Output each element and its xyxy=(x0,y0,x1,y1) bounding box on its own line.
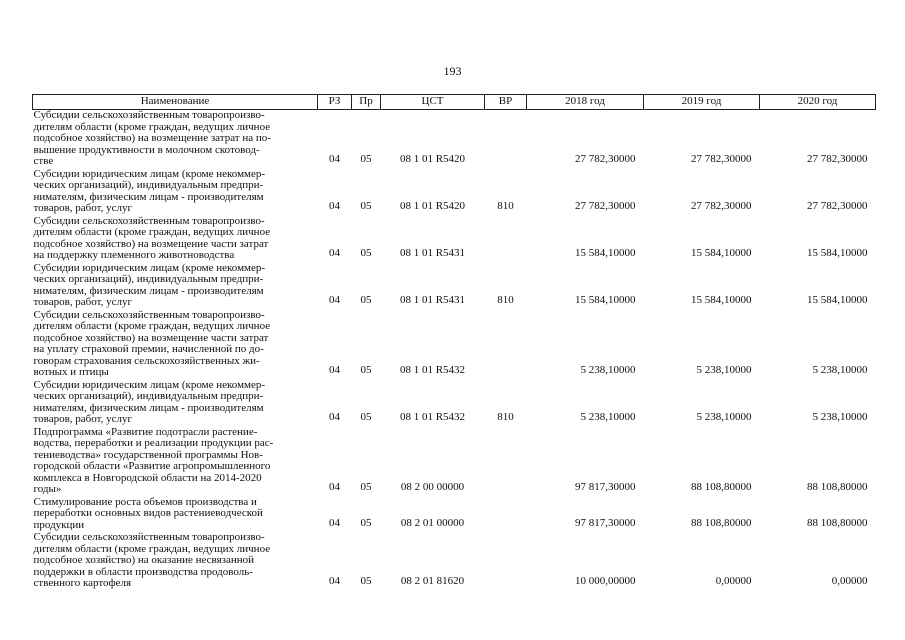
header-pr: Пр xyxy=(352,95,381,110)
row-rz: 04 xyxy=(329,481,340,493)
row-rz: 04 xyxy=(329,411,340,423)
row-name: Субсидии сельскохозяйственным товаропроизво- дителям области (кроме граждан, ведущих личное подсобное хозяйство) на оказание несвязанной поддержки в области производства продоволь- ственного картофеля xyxy=(33,531,271,589)
row-vr: 810 xyxy=(497,200,514,212)
row-pr: 05 xyxy=(360,247,372,259)
row-rz: 04 xyxy=(329,247,340,259)
row-pr: 05 xyxy=(360,481,372,493)
row-pr: 05 xyxy=(360,575,372,587)
row-2019: 5 238,10000 xyxy=(696,411,752,423)
row-rz: 04 xyxy=(329,575,340,587)
row-2019: 27 782,30000 xyxy=(691,200,752,212)
table-row xyxy=(33,427,876,497)
row-vr xyxy=(485,497,527,533)
row-2018: 27 782,30000 xyxy=(575,200,636,212)
row-vr xyxy=(485,532,527,591)
table-row xyxy=(33,110,876,169)
row-2019: 88 108,80000 xyxy=(691,516,752,529)
header-cst: ЦСТ xyxy=(381,95,485,110)
table-row xyxy=(33,380,876,427)
row-vr xyxy=(485,310,527,380)
row-name: Субсидии сельскохозяйственным товаропроизво- дителям области (кроме граждан, ведущих личное подсобное хозяйство) на возмещение части затрат на поддержку племенного животноводства xyxy=(33,214,271,261)
row-2019: 5 238,10000 xyxy=(696,364,752,376)
row-pr: 05 xyxy=(360,411,372,423)
row-cst: 08 2 01 81620 xyxy=(400,575,465,587)
row-name: Субсидии сельскохозяйственным товаропроизво- дителям области (кроме граждан, ведущих личное подсобное хозяйство) на возмещение затрат на по- вышение продуктивности в молочном скотовод- стве xyxy=(33,109,271,167)
row-cst: 08 1 01 R5432 xyxy=(399,411,466,423)
header-name: Наименование xyxy=(33,95,318,110)
row-2020: 15 584,10000 xyxy=(807,247,868,259)
row-cst: 08 1 01 R5420 xyxy=(399,200,466,212)
table-row xyxy=(33,310,876,380)
row-pr: 05 xyxy=(360,516,372,529)
row-name: Подпрограмма «Развитие подотрасли растение- водства, переработки и реализации продукции рас- тениеводства» государственной программы Нов- городской области «Развитие агропромышленного комплекса в Новгородской области на 2014-2020 годы» xyxy=(33,425,274,495)
row-cst: 08 1 01 R5432 xyxy=(399,364,466,376)
row-name: Субсидии юридическим лицам (кроме некоммер- ческих организаций), индивидуальным предпри- нимателям, физическим лицам - производителям товаров, работ, услуг xyxy=(33,167,266,214)
row-pr: 05 xyxy=(360,200,372,212)
row-name: Стимулирование роста объемов производства и переработки основных видов растениеводческой продукции xyxy=(33,495,263,531)
row-2020: 88 108,80000 xyxy=(807,481,868,493)
row-cst: 08 2 00 00000 xyxy=(400,481,465,493)
header-2018: 2018 год xyxy=(527,95,644,110)
row-cst: 08 1 01 R5420 xyxy=(399,153,466,165)
row-2019: 88 108,80000 xyxy=(691,481,752,493)
row-2018: 97 817,30000 xyxy=(575,481,636,493)
table-row xyxy=(33,263,876,310)
row-2019: 15 584,10000 xyxy=(691,294,752,306)
row-name: Субсидии юридическим лицам (кроме некоммер- ческих организаций), индивидуальным предпри- нимателям, физическим лицам - производителям товаров, работ, услуг xyxy=(33,378,266,425)
row-2019: 0,00000 xyxy=(715,575,752,587)
row-2019: 15 584,10000 xyxy=(691,247,752,259)
header-rz: РЗ xyxy=(318,95,352,110)
header-2019: 2019 год xyxy=(644,95,760,110)
row-vr xyxy=(485,216,527,263)
page-number: 193 xyxy=(443,64,462,78)
row-rz: 04 xyxy=(329,294,340,306)
row-name: Субсидии юридическим лицам (кроме некоммер- ческих организаций), индивидуальным предпри- нимателям, физическим лицам - производителям товаров, работ, услуг xyxy=(33,261,266,308)
row-2020: 5 238,10000 xyxy=(812,411,868,423)
budget-table xyxy=(32,94,876,591)
row-cst: 08 1 01 R5431 xyxy=(399,247,466,259)
row-2018: 97 817,30000 xyxy=(575,516,636,529)
row-2020: 15 584,10000 xyxy=(807,294,868,306)
row-2020: 5 238,10000 xyxy=(812,364,868,376)
row-rz: 04 xyxy=(329,516,340,529)
row-rz: 04 xyxy=(329,364,340,376)
row-vr: 810 xyxy=(497,294,514,306)
table-header xyxy=(33,95,876,110)
row-rz: 04 xyxy=(329,153,340,165)
row-2020: 88 108,80000 xyxy=(807,516,868,529)
row-cst: 08 1 01 R5431 xyxy=(399,294,466,306)
row-2020: 27 782,30000 xyxy=(807,200,868,212)
row-vr: 810 xyxy=(497,411,514,423)
table-row xyxy=(33,532,876,591)
row-vr xyxy=(485,427,527,497)
row-2018: 10 000,00000 xyxy=(575,575,636,587)
row-name: Субсидии сельскохозяйственным товаропроизво- дителям области (кроме граждан, ведущих личное подсобное хозяйство) на возмещение части затрат на уплату страховой премии, начисленной по до- говорам страхования сельскохозяйственных жи- вотных и птицы xyxy=(33,308,271,378)
row-2018: 27 782,30000 xyxy=(575,153,636,165)
header-vr: ВР xyxy=(485,95,527,110)
row-2020: 0,00000 xyxy=(831,575,868,587)
row-pr: 05 xyxy=(360,364,372,376)
row-pr: 05 xyxy=(360,153,372,165)
table-row xyxy=(33,216,876,263)
row-2018: 5 238,10000 xyxy=(580,411,636,423)
row-2020: 27 782,30000 xyxy=(807,153,868,165)
row-2019: 27 782,30000 xyxy=(691,153,752,165)
row-rz: 04 xyxy=(329,200,340,212)
row-2018: 15 584,10000 xyxy=(575,247,636,259)
table-row xyxy=(33,169,876,216)
row-pr: 05 xyxy=(360,294,372,306)
row-2018: 5 238,10000 xyxy=(580,364,636,376)
row-cst: 08 2 01 00000 xyxy=(400,516,465,529)
row-2018: 15 584,10000 xyxy=(575,294,636,306)
table-row xyxy=(33,497,876,533)
row-vr xyxy=(485,110,527,169)
header-2020: 2020 год xyxy=(760,95,876,110)
